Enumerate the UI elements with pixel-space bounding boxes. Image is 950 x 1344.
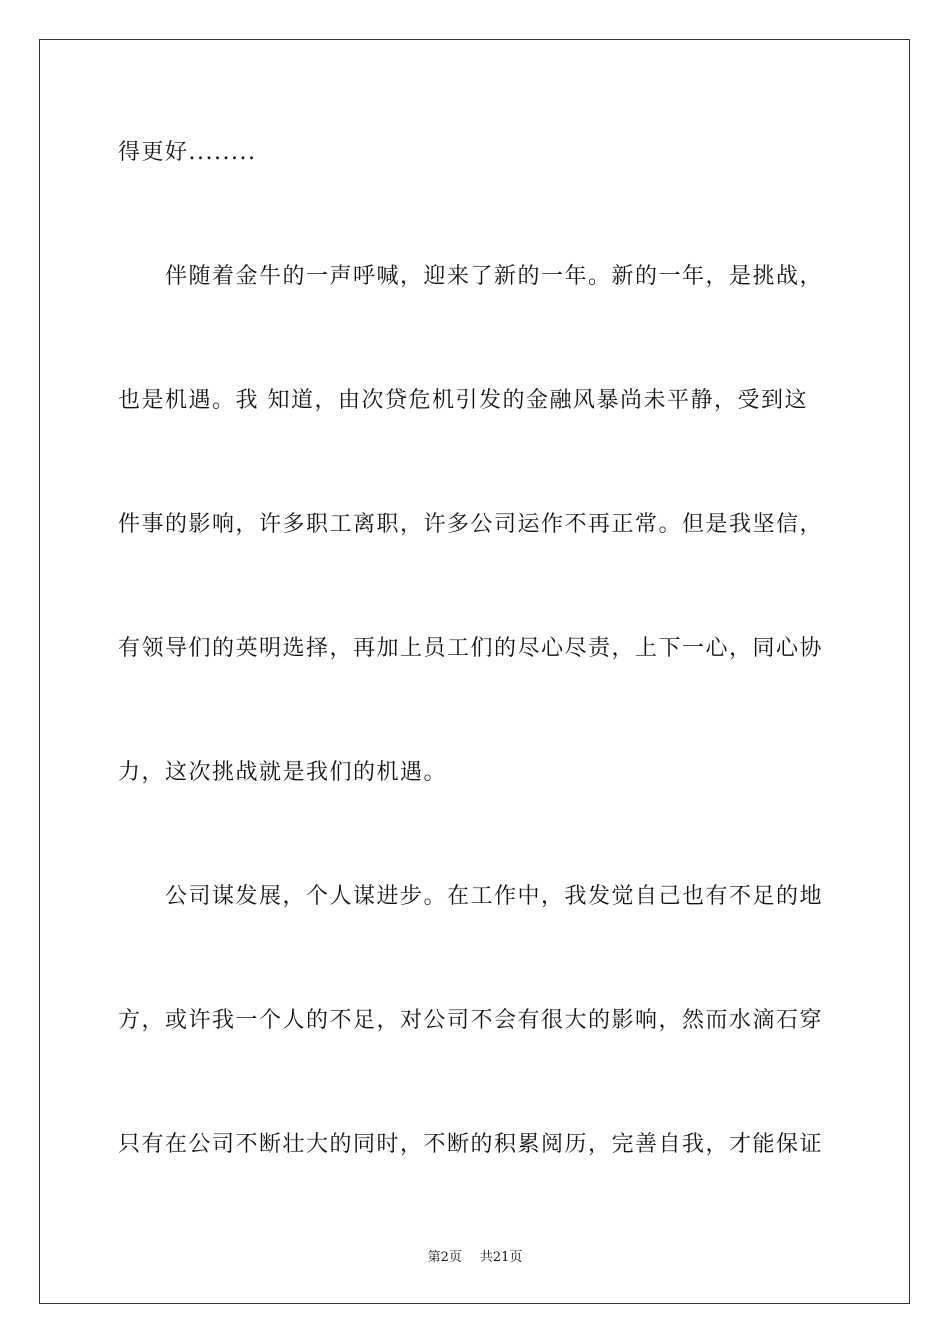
page-total: 共21页 — [479, 1250, 523, 1265]
text-line-3: 也是机遇。我 知道，由次贷危机引发的金融风暴尚未平静，受到这 — [118, 388, 808, 413]
text-line-1: 得更好........ — [118, 140, 257, 165]
page-border — [39, 39, 910, 1304]
text-line-5: 有领导们的英明选择，再加上员工们的尽心尽责，上下一心，同心协 — [118, 636, 824, 661]
text-line-6: 力，这次挑战就是我们的机遇。 — [118, 760, 448, 785]
page-footer — [0, 1250, 950, 1266]
text-line-7: 公司谋发展，个人谋进步。在工作中，我发觉自己也有不足的地 — [118, 884, 824, 909]
text-line-9: 只有在公司不断壮大的同时，不断的积累阅历，完善自我，才能保证 — [118, 1132, 824, 1157]
page-number: 第2页 — [427, 1250, 462, 1265]
text-line-4: 件事的影响，许多职工离职，许多公司运作不再正常。但是我坚信， — [118, 512, 824, 537]
text-line-8: 方，或许我一个人的不足，对公司不会有很大的影响，然而水滴石穿 — [118, 1008, 824, 1033]
text-line-2: 伴随着金牛的一声呼喊，迎来了新的一年。新的一年，是挑战， — [118, 264, 824, 289]
